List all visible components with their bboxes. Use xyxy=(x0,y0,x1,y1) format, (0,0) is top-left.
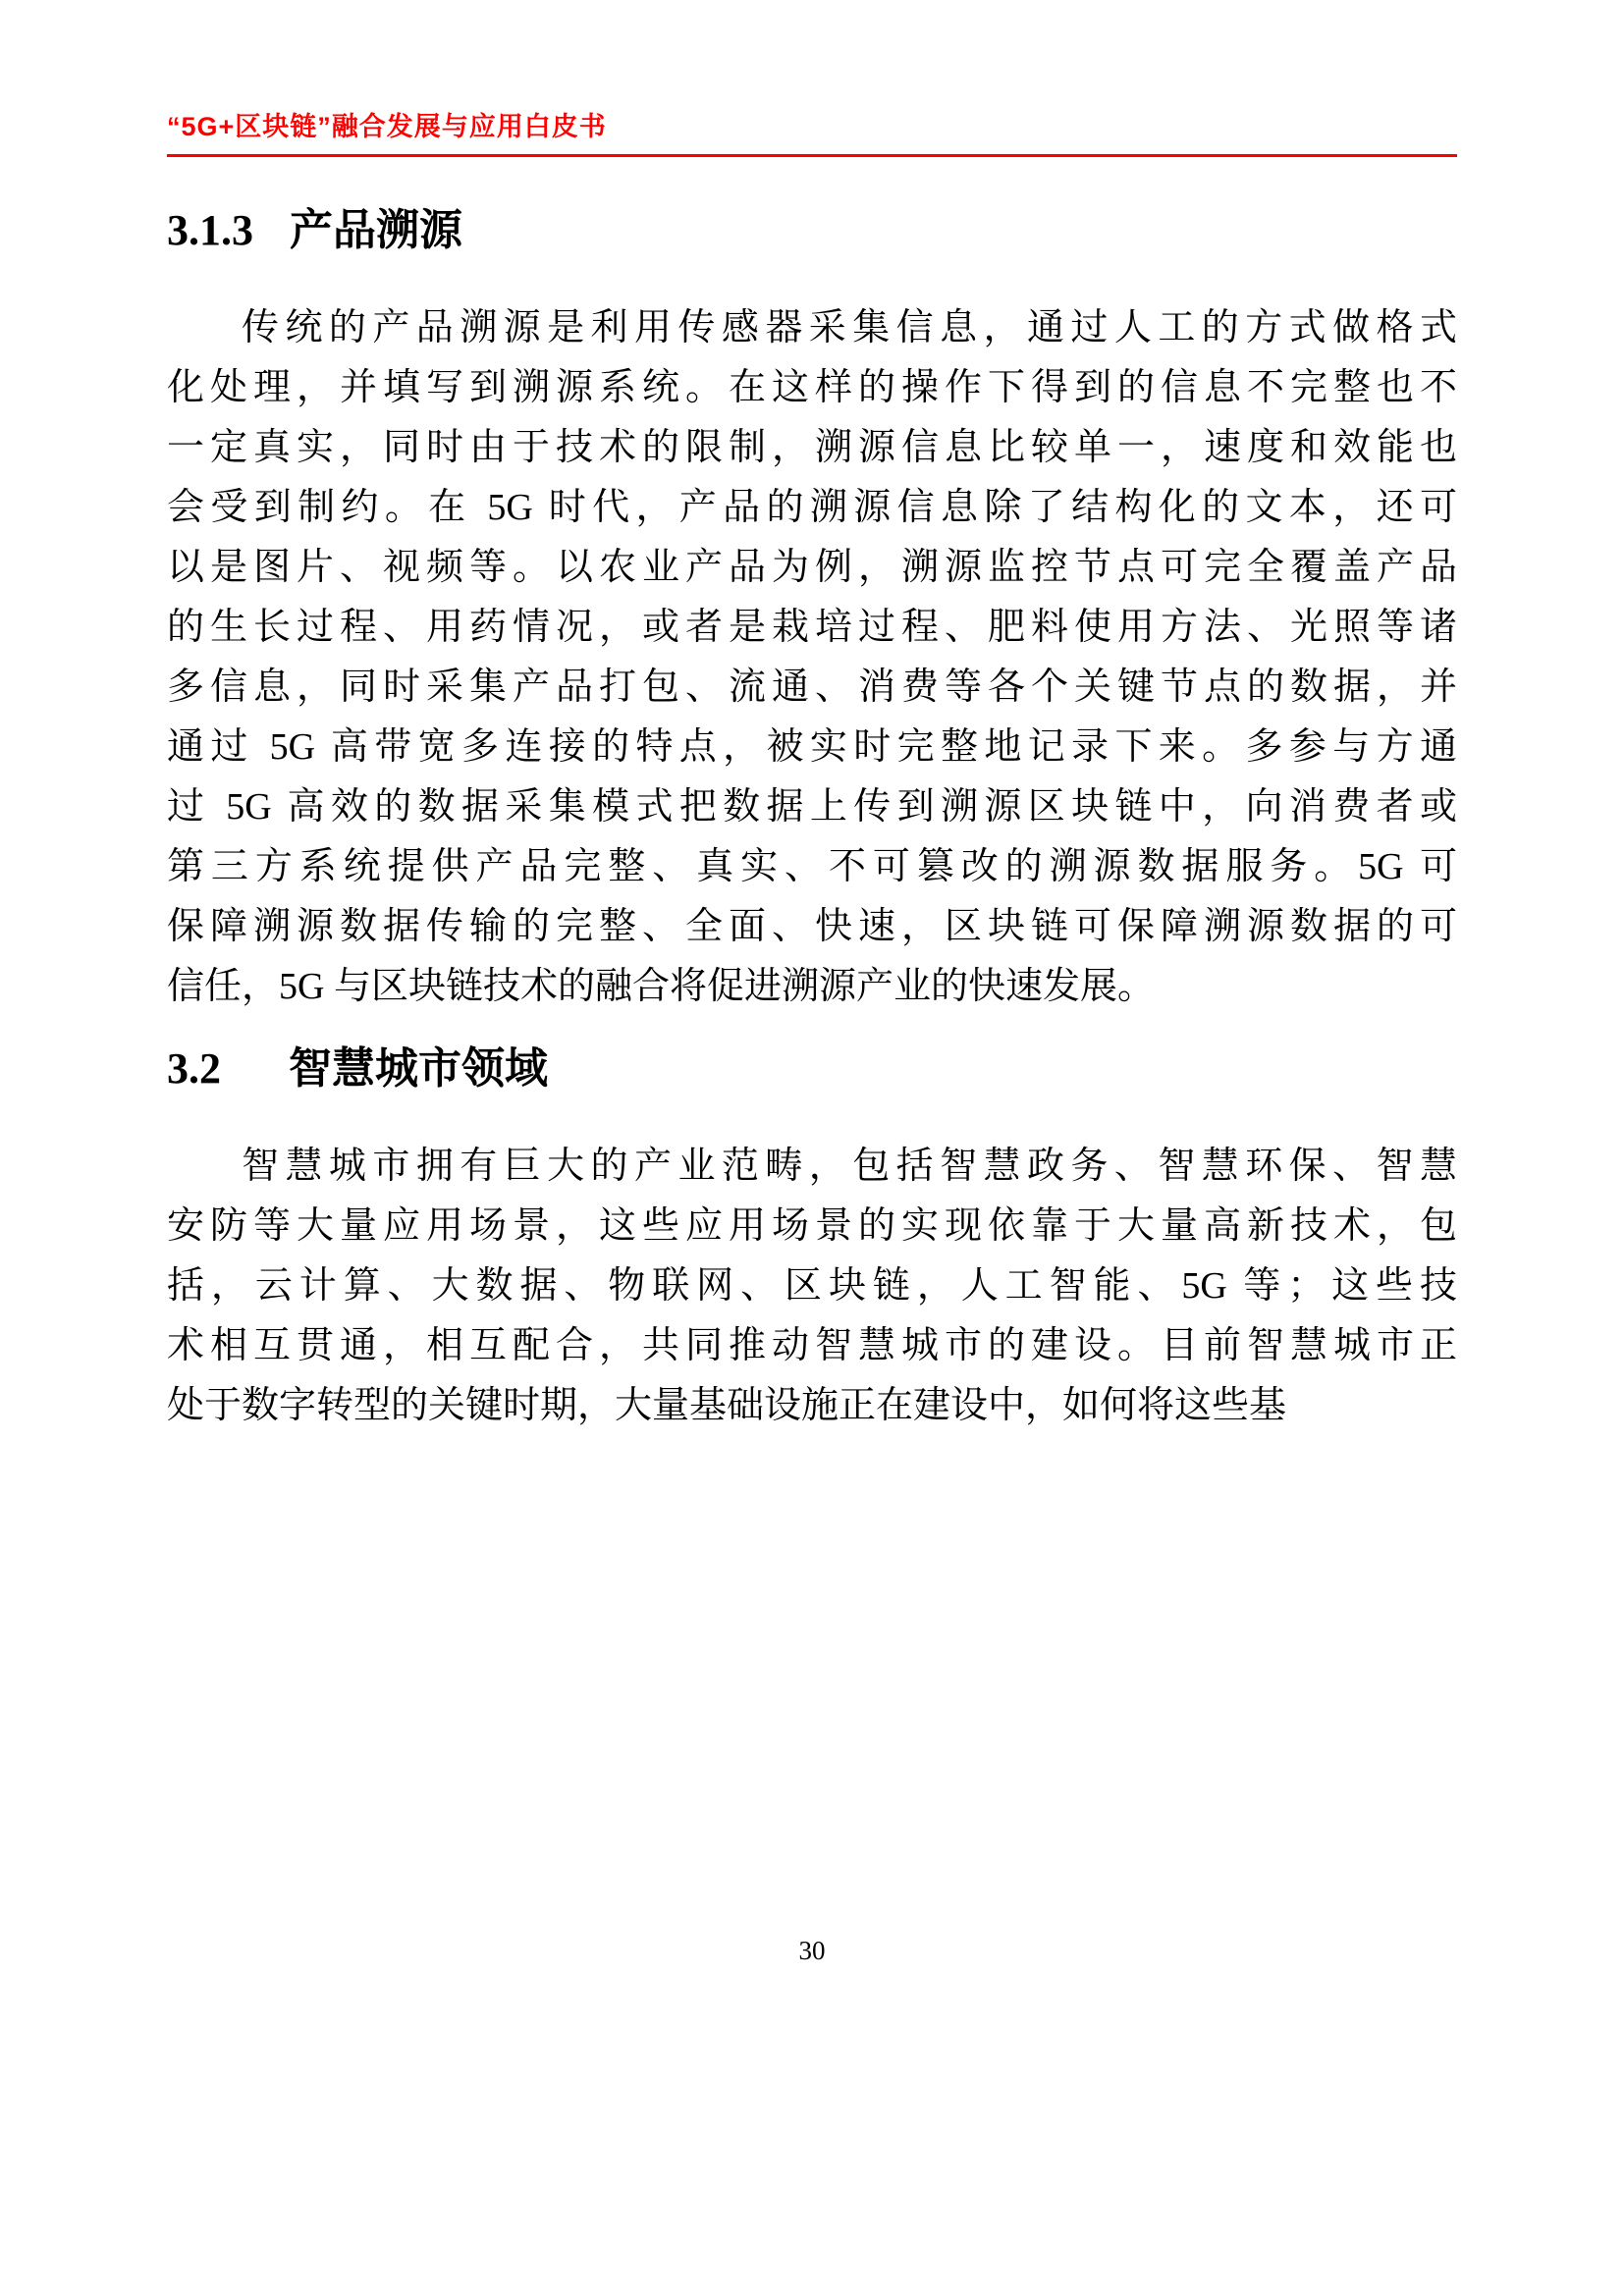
page-content xyxy=(167,202,1457,1436)
paragraph-line: 括，云计算、大数据、物联网、区块链，人工智能、5G 等；这些技 xyxy=(167,1265,1457,1307)
page-footer xyxy=(0,1936,1624,1966)
paragraph-line: 传统的产品溯源是利用传感器采集信息，通过人工的方式做格式 xyxy=(242,307,1457,348)
paragraph-line: 化处理，并填写到溯源系统。在这样的操作下得到的信息不完整也不 xyxy=(167,367,1457,408)
page-header xyxy=(167,110,1457,157)
paragraph-line: 一定真实，同时由于技术的限制，溯源信息比较单一，速度和效能也 xyxy=(167,427,1457,468)
paragraph-product-traceability xyxy=(167,298,1457,1017)
section-heading-32 xyxy=(167,1041,1457,1097)
section-heading-313 xyxy=(167,202,1457,259)
paragraph-line: 的生长过程、用药情况，或者是栽培过程、肥料使用方法、光照等诸 xyxy=(167,607,1457,648)
paragraph-line: 会受到制约。在 5G 时代，产品的溯源信息除了结构化的文本，还可 xyxy=(167,487,1457,528)
paragraph-line: 通过 5G 高带宽多连接的特点，被实时完整地记录下来。多参与方通 xyxy=(167,726,1457,768)
header-title: “5G+区块链”融合发展与应用白皮书 xyxy=(167,112,607,141)
section-313-number: 3.1.3 xyxy=(167,206,253,254)
paragraph-line: 术相互贯通，相互配合，共同推动智慧城市的建设。目前智慧城市正 xyxy=(167,1325,1457,1366)
paragraph-line: 过 5G 高效的数据采集模式把数据上传到溯源区块链中，向消费者或 xyxy=(167,786,1457,828)
section-313-title: 产品溯源 xyxy=(290,206,462,254)
paragraph-line: 信任，5G 与区块链技术的融合将促进溯源产业的快速发展。 xyxy=(167,966,1155,1007)
paragraph-line: 保障溯源数据传输的完整、全面、快速，区块链可保障溯源数据的可 xyxy=(167,906,1457,947)
paragraph-line: 安防等大量应用场景，这些应用场景的实现依靠于大量高新技术，包 xyxy=(167,1205,1457,1247)
paragraph-smart-city xyxy=(167,1137,1457,1436)
paragraph-line: 以是图片、视频等。以农业产品为例，溯源监控节点可完全覆盖产品 xyxy=(167,547,1457,588)
paragraph-line: 智慧城市拥有巨大的产业范畴，包括智慧政务、智慧环保、智慧 xyxy=(242,1146,1457,1187)
paragraph-line: 处于数字转型的关键时期，大量基础设施正在建设中，如何将这些基 xyxy=(167,1385,1287,1426)
section-32-title: 智慧城市领域 xyxy=(289,1044,548,1093)
paragraph-line: 多信息，同时采集产品打包、流通、消费等各个关键节点的数据，并 xyxy=(167,667,1457,708)
section-32-number: 3.2 xyxy=(167,1044,221,1093)
page-number: 30 xyxy=(798,1936,826,1965)
paragraph-line: 第三方系统提供产品完整、真实、不可篡改的溯源数据服务。5G 可 xyxy=(167,846,1457,887)
